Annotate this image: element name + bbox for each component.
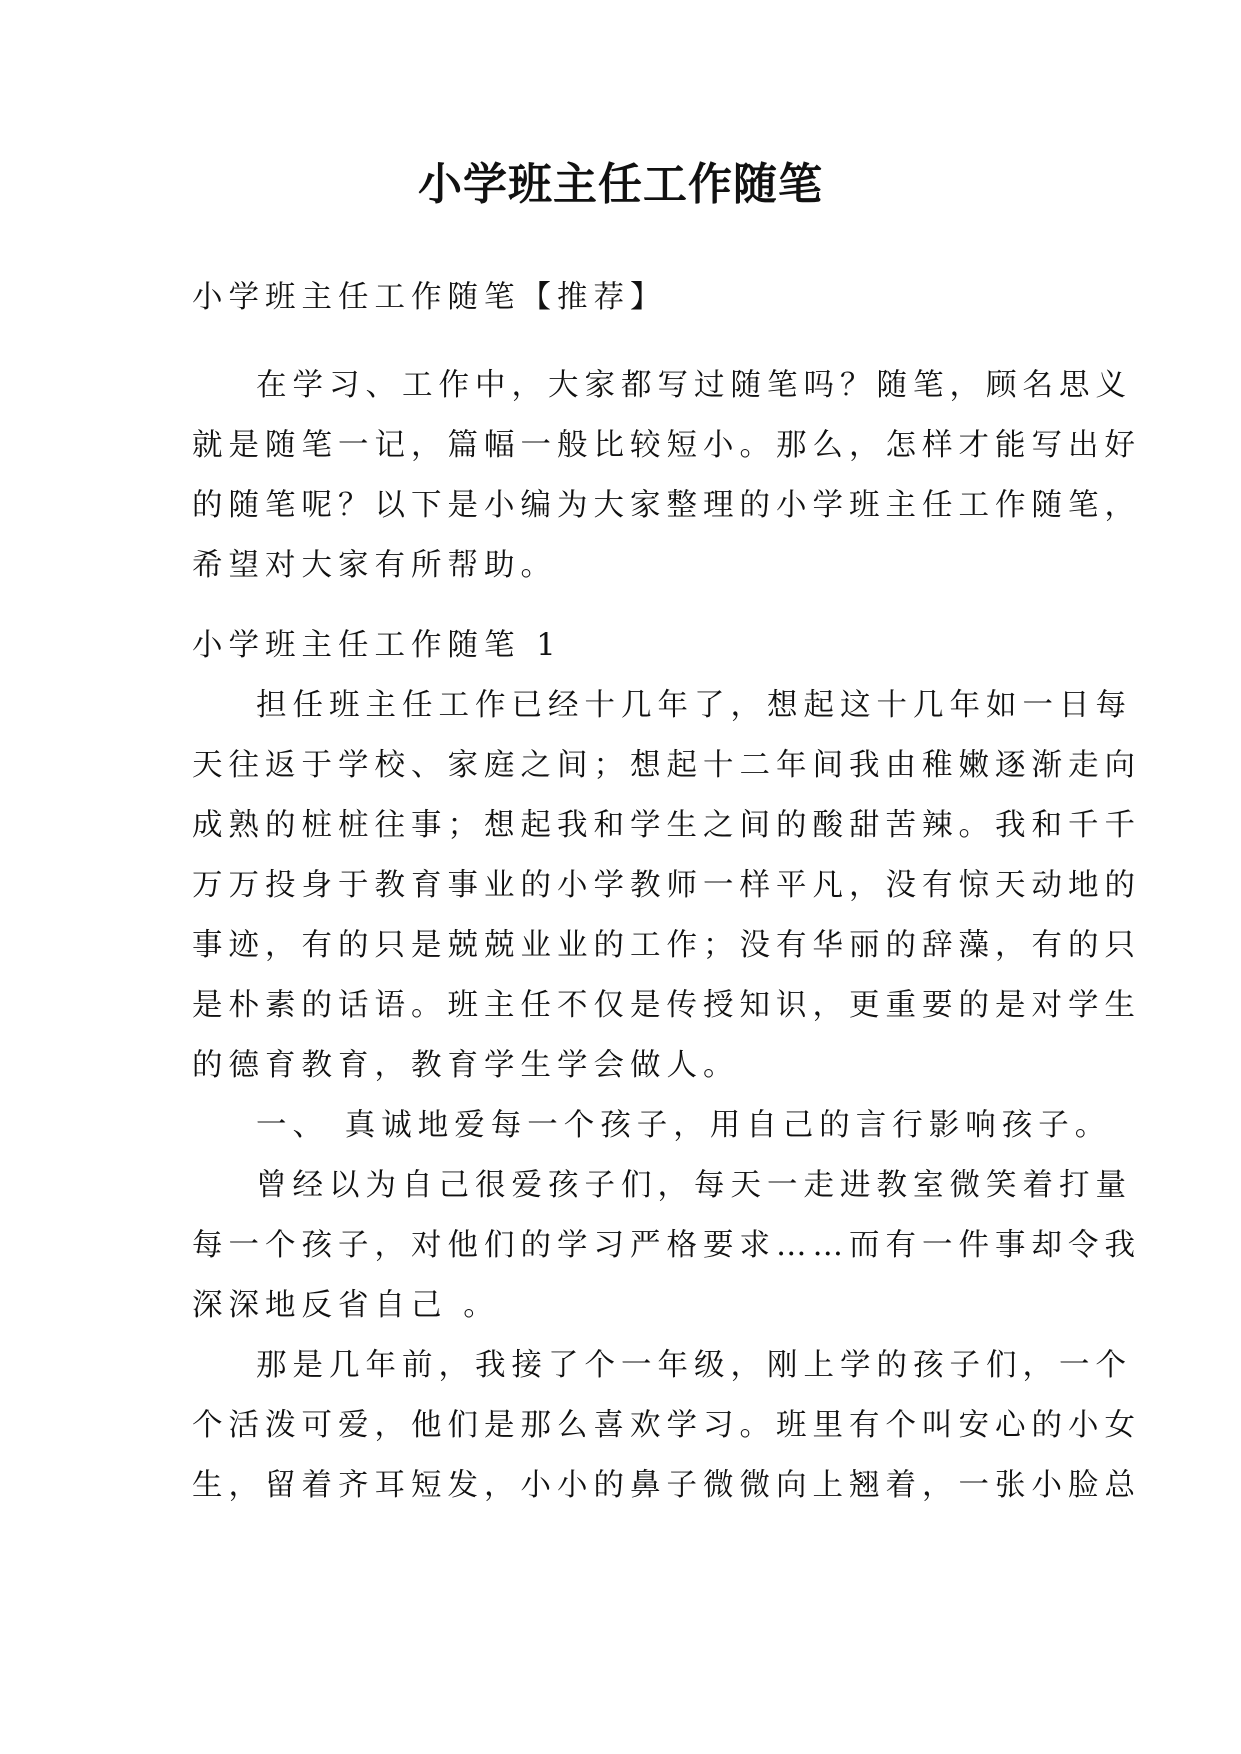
paragraph-3 — [192, 1336, 1141, 1516]
point-heading-text: 一、 真诚地爱每一个孩子，用自己的言行影响孩子。 — [256, 1108, 1112, 1143]
paragraph-line: 担任班主任工作已经十几年了，想起这十几年如一日每 — [256, 688, 1132, 723]
paragraph-line: 成熟的桩桩往事；想起我和学生之间的酸甜苦辣。我和千千 — [192, 808, 1141, 843]
paragraph-line: 生，留着齐耳短发，小小的鼻子微微向上翘着，一张小脸总 — [192, 1468, 1141, 1503]
paragraph-1 — [192, 676, 1141, 1096]
section-heading — [192, 616, 1072, 676]
paragraph-line: 深深地反省自己 。 — [192, 1288, 500, 1323]
paragraph-line: 那是几年前，我接了个一年级，刚上学的孩子们，一个 — [256, 1348, 1132, 1383]
intro-paragraph — [192, 356, 1141, 596]
paragraph-line: 天往返于学校、家庭之间；想起十二年间我由稚嫩逐渐走向 — [192, 748, 1141, 783]
paragraph-line: 的德育教育，教育学生学会做人。 — [192, 1048, 740, 1083]
paragraph-line: 每一个孩子，对他们的学习严格要求……而有一件事却令我 — [192, 1228, 1141, 1263]
intro-line: 在学习、工作中，大家都写过随笔吗？随笔，顾名思义 — [256, 368, 1132, 403]
document-title: 小学班主任工作随笔 — [418, 159, 823, 210]
intro-line: 的随笔呢？以下是小编为大家整理的小学班主任工作随笔， — [192, 488, 1141, 523]
section-heading-text: 小学班主任工作随笔 1 — [192, 628, 562, 663]
paragraph-line: 个活泼可爱，他们是那么喜欢学习。班里有个叫安心的小女 — [192, 1408, 1141, 1443]
paragraph-line: 事迹，有的只是兢兢业业的工作；没有华丽的辞藻，有的只 — [192, 928, 1141, 963]
paragraph-line: 曾经以为自己很爱孩子们，每天一走进教室微笑着打量 — [256, 1168, 1132, 1203]
paragraph-2 — [192, 1156, 1141, 1336]
paragraph-line: 是朴素的话语。班主任不仅是传授知识，更重要的是对学生 — [192, 988, 1141, 1023]
point-heading — [192, 1096, 1112, 1156]
document-subtitle — [192, 268, 1072, 328]
paragraph-line: 万万投身于教育事业的小学教师一样平凡，没有惊天动地的 — [192, 868, 1141, 903]
subtitle-line: 小学班主任工作随笔【推荐】 — [192, 280, 667, 315]
intro-line: 希望对大家有所帮助。 — [192, 548, 557, 583]
intro-line: 就是随笔一记，篇幅一般比较短小。那么，怎样才能写出好 — [192, 428, 1141, 463]
